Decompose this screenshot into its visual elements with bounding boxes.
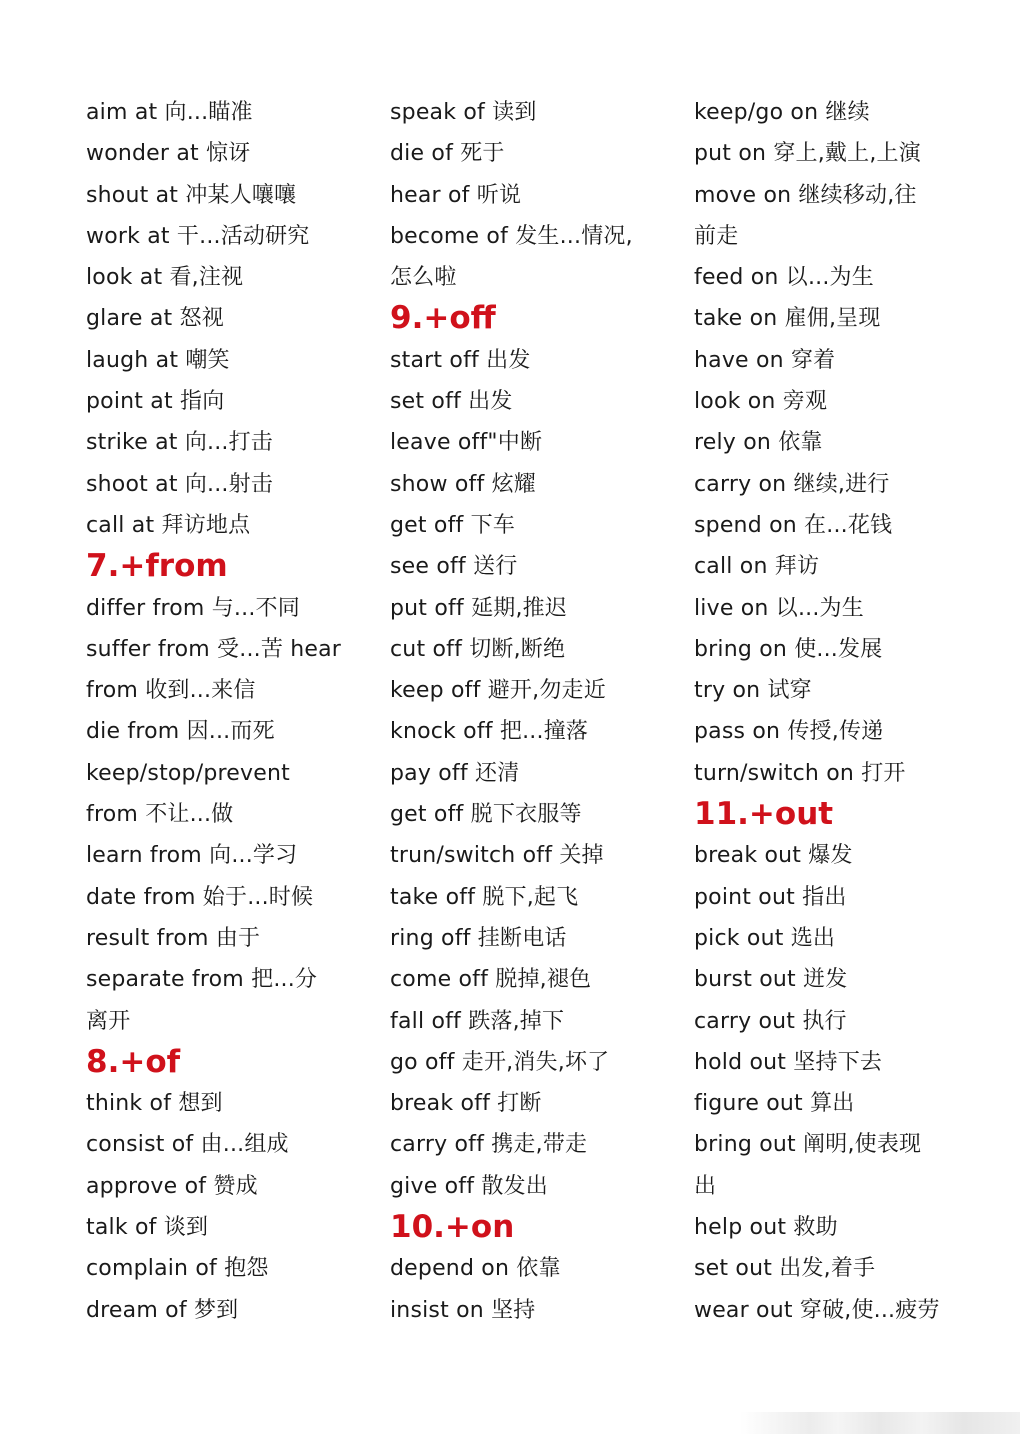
phrase-entry: think of 想到 bbox=[86, 1091, 223, 1117]
phrase-entry: suffer from 受...苦 hear bbox=[86, 636, 342, 662]
phrase-entry: insist on 坚持 bbox=[390, 1297, 536, 1323]
phrase-entry: set off 出发 bbox=[390, 389, 513, 415]
phrase-entry: call on 拜访 bbox=[694, 554, 820, 580]
phrase-entry: keep/go on 继续 bbox=[694, 100, 870, 125]
column-2 bbox=[390, 92, 686, 1331]
phrase-entry: trun/switch off 关掉 bbox=[390, 843, 604, 869]
phrase-entry: leave off"中断 bbox=[390, 430, 543, 456]
phrase-entry: date from 始于...时候 bbox=[86, 884, 314, 910]
phrase-entry: put on 穿上,戴上,上演 bbox=[694, 141, 921, 167]
phrase-entry: bring out 阐明,使表现 bbox=[694, 1132, 922, 1158]
phrase-entry: go off 走开,消失,坏了 bbox=[390, 1049, 610, 1075]
phrase-entry: have on 穿着 bbox=[694, 347, 836, 373]
phrase-entry: differ from 与...不同 bbox=[86, 595, 300, 621]
phrase-entry: keep/stop/prevent bbox=[86, 760, 290, 786]
watermark-strip bbox=[740, 1412, 1020, 1434]
phrase-entry: carry off 携走,带走 bbox=[390, 1132, 588, 1158]
phrase-entry: aim at 向...瞄准 bbox=[86, 100, 253, 125]
phrase-entry: consist of 由...组成 bbox=[86, 1132, 289, 1158]
phrase-entry: work at 干...活动研究 bbox=[86, 223, 310, 249]
section-heading: 11.+out bbox=[694, 796, 834, 833]
phrase-entry: shoot at 向...射击 bbox=[86, 471, 274, 497]
phrase-entry: learn from 向...学习 bbox=[86, 843, 298, 869]
phrase-entry: pick out 选出 bbox=[694, 925, 836, 951]
phrase-entry: spend on 在...花钱 bbox=[694, 512, 893, 538]
phrase-entry: get off 脱下衣服等 bbox=[390, 802, 582, 828]
section-heading: 9.+off bbox=[390, 300, 496, 337]
phrase-entry: hold out 坚持下去 bbox=[694, 1049, 883, 1075]
phrase-entry: help out 救助 bbox=[694, 1215, 838, 1241]
phrase-entry: dream of 梦到 bbox=[86, 1297, 239, 1323]
phrase-entry: die from 因...而死 bbox=[86, 719, 275, 745]
phrase-entry: see off 送行 bbox=[390, 554, 518, 580]
phrase-entry: look at 看,注视 bbox=[86, 265, 244, 291]
phrase-entry: rely on 依靠 bbox=[694, 430, 823, 456]
phrase-entry: hear of 听说 bbox=[390, 182, 522, 208]
phrase-entry: from 收到...来信 bbox=[86, 678, 256, 704]
phrase-entry: complain of 抱怨 bbox=[86, 1256, 269, 1282]
phrase-entry: get off 下车 bbox=[390, 512, 516, 538]
phrase-entry: separate from 把...分 bbox=[86, 967, 318, 993]
phrase-entry: laugh at 嘲笑 bbox=[86, 347, 230, 373]
phrase-entry: give off 散发出 bbox=[390, 1173, 548, 1199]
phrase-entry: wonder at 惊讶 bbox=[86, 141, 251, 167]
column-3 bbox=[694, 92, 1004, 1331]
phrase-entry: cut off 切断,断绝 bbox=[390, 636, 566, 662]
phrase-entry: shout at 冲某人嚷嚷 bbox=[86, 182, 297, 208]
phrase-entry: call at 拜访地点 bbox=[86, 512, 251, 538]
column-1 bbox=[86, 92, 382, 1331]
phrase-entry: put off 延期,推迟 bbox=[390, 595, 568, 621]
phrase-entry: start off 出发 bbox=[390, 347, 531, 373]
phrase-entry: carry out 执行 bbox=[694, 1008, 847, 1034]
phrase-entry: ring off 挂断电话 bbox=[390, 925, 567, 951]
phrase-entry: approve of 赞成 bbox=[86, 1173, 258, 1199]
phrase-entry: strike at 向...打击 bbox=[86, 430, 274, 456]
section-heading: 7.+from bbox=[86, 548, 228, 585]
phrase-entry: try on 试穿 bbox=[694, 678, 812, 704]
phrase-entry: speak of 读到 bbox=[390, 100, 537, 125]
phrase-entry: break off 打断 bbox=[390, 1091, 542, 1117]
phrase-entry: wear out 穿破,使...疲劳 bbox=[694, 1297, 940, 1323]
phrase-entry: feed on 以...为生 bbox=[694, 265, 874, 291]
phrase-entry: keep off 避开,勿走近 bbox=[390, 678, 606, 704]
phrase-entry: look on 旁观 bbox=[694, 389, 828, 415]
phrase-entry: 出 bbox=[694, 1173, 717, 1199]
phrase-entry: 前走 bbox=[694, 223, 739, 249]
phrase-entry: take off 脱下,起飞 bbox=[390, 884, 579, 910]
phrase-entry: become of 发生...情况, bbox=[390, 223, 633, 249]
phrase-entry: pay off 还清 bbox=[390, 760, 520, 786]
phrase-entry: point at 指向 bbox=[86, 389, 225, 415]
section-heading: 8.+of bbox=[86, 1043, 181, 1080]
phrase-entry: result from 由于 bbox=[86, 925, 261, 951]
phrase-entry: die of 死于 bbox=[390, 141, 505, 167]
phrase-entry: 离开 bbox=[86, 1008, 131, 1034]
phrase-entry: come off 脱掉,褪色 bbox=[390, 967, 592, 993]
phrase-entry: 怎么啦 bbox=[390, 265, 457, 291]
phrase-entry: bring on 使...发展 bbox=[694, 636, 883, 662]
phrase-entry: fall off 跌落,掉下 bbox=[390, 1008, 565, 1034]
phrase-entry: pass on 传授,传递 bbox=[694, 719, 884, 745]
phrase-entry: from 不让...做 bbox=[86, 802, 234, 828]
phrase-entry: show off 炫耀 bbox=[390, 471, 536, 497]
phrase-entry: turn/switch on 打开 bbox=[694, 760, 906, 786]
phrase-entry: move on 继续移动,往 bbox=[694, 182, 917, 208]
phrase-entry: glare at 怒视 bbox=[86, 306, 224, 332]
phrase-entry: talk of 谈到 bbox=[86, 1215, 209, 1241]
phrase-entry: depend on 依靠 bbox=[390, 1256, 561, 1282]
phrase-entry: break out 爆发 bbox=[694, 843, 853, 869]
section-heading: 10.+on bbox=[390, 1209, 515, 1246]
phrase-entry: figure out 算出 bbox=[694, 1091, 855, 1117]
phrase-entry: carry on 继续,进行 bbox=[694, 471, 890, 497]
phrase-entry: knock off 把...撞落 bbox=[390, 719, 589, 745]
phrase-entry: take on 雇佣,呈现 bbox=[694, 306, 881, 332]
phrase-entry: set out 出发,着手 bbox=[694, 1256, 876, 1282]
phrase-entry: point out 指出 bbox=[694, 884, 847, 910]
phrase-entry: live on 以...为生 bbox=[694, 595, 864, 621]
phrase-entry: burst out 迸发 bbox=[694, 967, 848, 993]
